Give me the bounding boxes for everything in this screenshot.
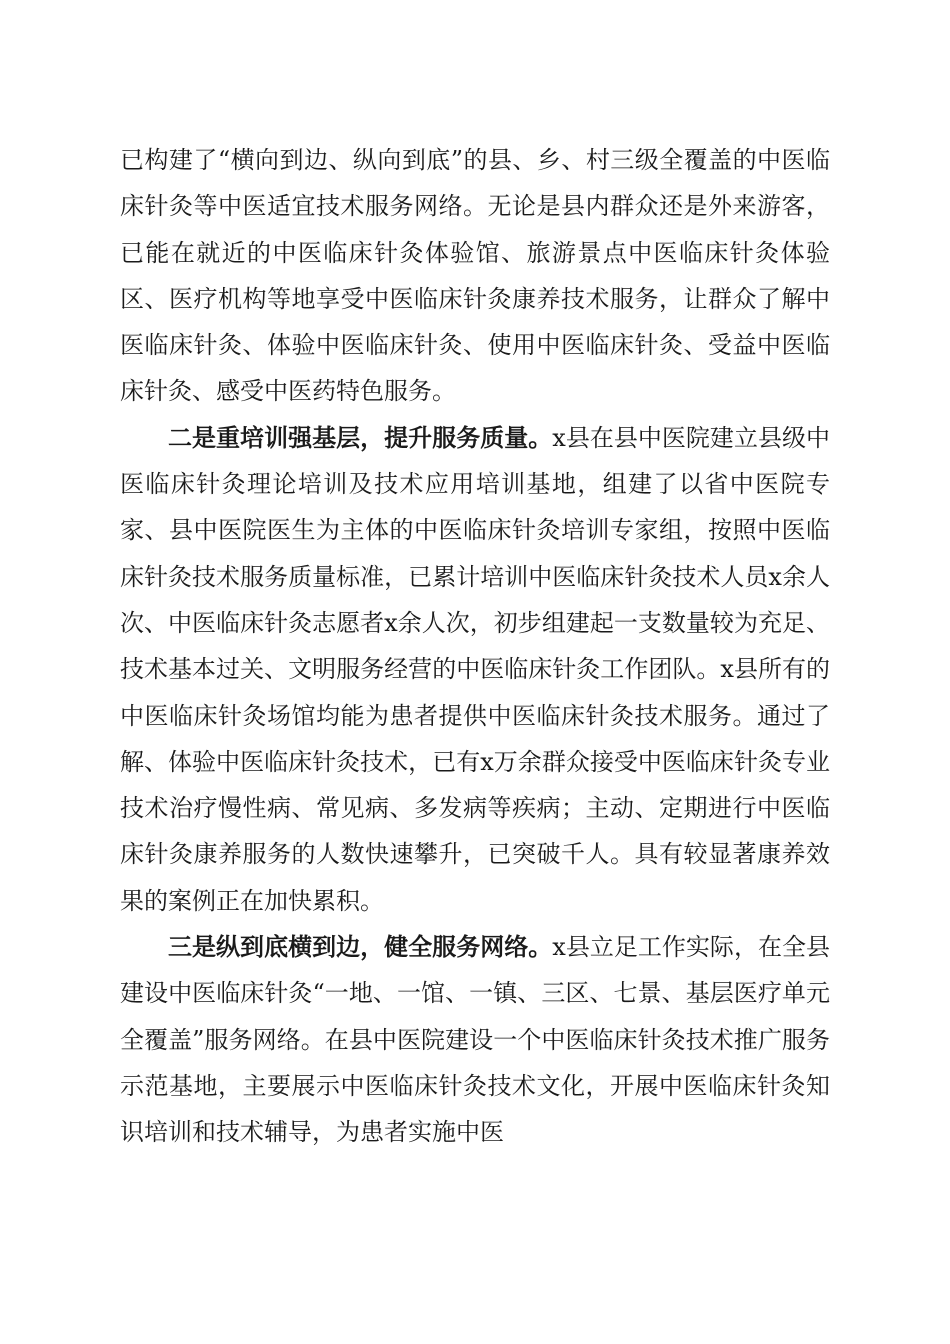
paragraph-continuation: [120, 137, 830, 415]
paragraph-training: [120, 415, 830, 924]
paragraph-network: [120, 924, 830, 1155]
paragraph-text: x县在县中医院建立县级中医临床针灸理论培训及技术应用培训基地，组建了以省中医院专家、县中医院医生为主体的中医临床针灸培训专家组，按照中医临床针灸技术服务质量标准，已累计培训中医临床针灸技术人员x余人次、中医临床针灸志愿者x余人次，初步组建起一支数量较为充足、技术基本过关、文明服务经营的中医临床针灸工作团队。x县所有的中医临床针灸场馆均能为患者提供中医临床针灸技术服务。通过了解、体验中医临床针灸技术，已有x万余群众接受中医临床针灸专业技术治疗慢性病、常见病、多发病等疾病；主动、定期进行中医临床针灸康养服务的人数快速攀升，已突破千人。具有较显著康养效果的案例正在加快累积。: [120, 423, 831, 915]
document-body: [120, 137, 830, 1156]
paragraph-heading: 二是重培训强基层，提升服务质量。: [168, 422, 553, 452]
paragraph-text: 已构建了“横向到边、纵向到底”的县、乡、村三级全覆盖的中医临床针灸等中医适宜技术服务网络。无论是县内群众还是外来游客，已能在就近的中医临床针灸体验馆、旅游景点中医临床针灸体验区、医疗机构等地享受中医临床针灸康养技术服务，让群众了解中医临床针灸、体验中医临床针灸、使用中医临床针灸、受益中医临床针灸、感受中医药特色服务。: [120, 146, 830, 406]
paragraph-heading: 三是纵到底横到边，健全服务网络。: [168, 932, 553, 962]
paragraph-text: x县立足工作实际，在全县建设中医临床针灸“一地、一馆、一镇、三区、七景、基层医疗单元全覆盖”服务网络。在县中医院建设一个中医临床针灸技术推广服务示范基地，主要展示中医临床针灸技术文化，开展中医临床针灸知识培训和技术辅导，为患者实施中医: [120, 933, 831, 1147]
